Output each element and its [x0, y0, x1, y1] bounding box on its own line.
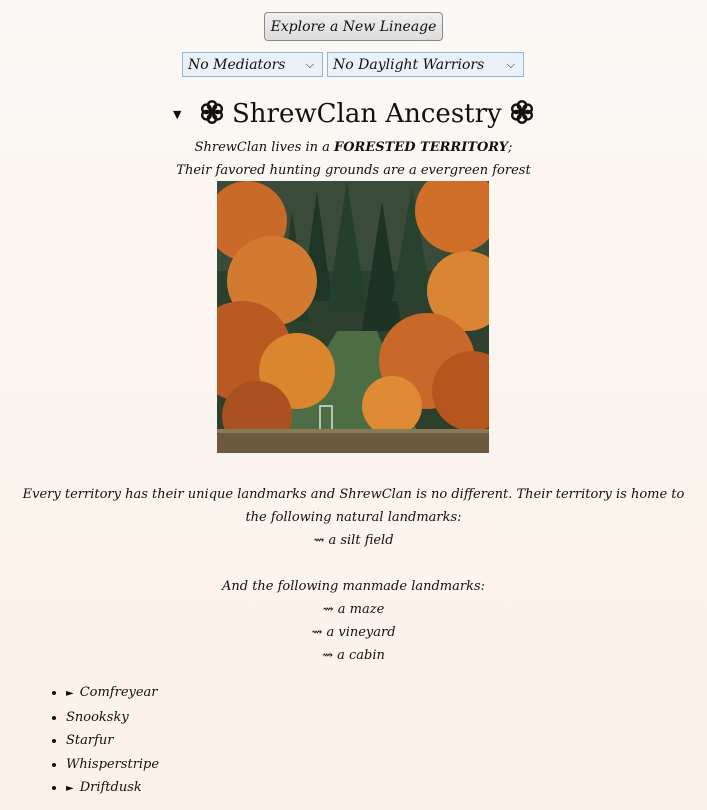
cat-name: Starfur — [66, 733, 114, 748]
daylight-warriors-select[interactable] — [327, 52, 524, 77]
cat-item-whisperstripe — [66, 753, 159, 777]
daylight-select-value: No Daylight Warriors — [333, 56, 485, 73]
cat-item-comfreyear[interactable] — [66, 681, 159, 706]
landmarks-intro: Every territory has their unique landmarks and ShrewClan is no different. Their territory is home to the following natural landmarks: — [22, 487, 685, 525]
mediators-select-value: No Mediators — [188, 56, 286, 73]
mediators-select[interactable] — [182, 52, 323, 77]
expand-arrow-icon[interactable]: ► — [66, 783, 74, 794]
explore-lineage-button[interactable]: Explore a New Lineage — [264, 12, 444, 41]
manmade-landmarks-intro: And the following manmade landmarks: — [221, 579, 486, 594]
cat-name: Whisperstripe — [66, 756, 160, 772]
page-title: ShrewClan Ancestry — [232, 99, 502, 129]
cat-item-starfur — [66, 729, 159, 753]
expand-arrow-icon[interactable]: ► — [66, 688, 74, 699]
disclosure-triangle-icon[interactable]: ▼ — [173, 108, 182, 121]
manmade-landmark: ⇝ a cabin — [322, 648, 385, 663]
manmade-landmark: ⇝ a vineyard — [311, 625, 396, 640]
natural-landmark: ⇝ a silt field — [313, 533, 394, 548]
landmarks-section — [20, 483, 687, 667]
territory-type: FORESTED TERRITORY — [334, 140, 508, 155]
territory-line-suffix: ; — [508, 140, 513, 155]
ancestry-summary[interactable] — [0, 96, 707, 133]
cat-name: Snooksky — [66, 709, 129, 725]
cat-name: Comfreyear — [79, 685, 158, 700]
territory-description — [0, 136, 707, 182]
chevron-down-icon: ⌵ — [305, 57, 314, 71]
cat-item-snooksky — [66, 706, 159, 730]
cat-name: Driftdusk — [79, 780, 142, 795]
forest-image — [217, 181, 489, 453]
cat-list — [48, 681, 159, 801]
flower-icon — [510, 100, 534, 124]
hunting-grounds-text: Their favored hunting grounds are a evergreen forest — [176, 163, 531, 178]
flower-icon — [200, 100, 224, 124]
territory-line-prefix: ShrewClan lives in a — [194, 140, 334, 155]
manmade-landmark: ⇝ a maze — [322, 602, 385, 617]
cat-item-driftdusk[interactable] — [66, 776, 159, 801]
chevron-down-icon: ⌵ — [506, 57, 515, 71]
